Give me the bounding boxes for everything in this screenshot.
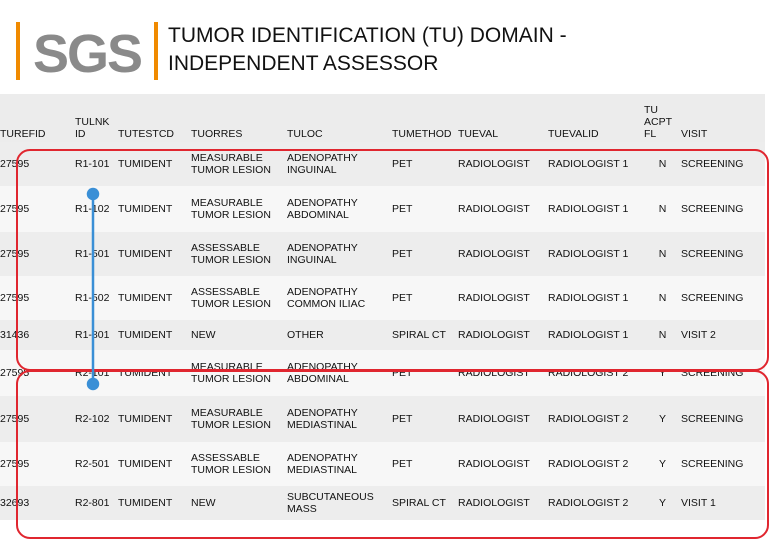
cell-text: VISIT 1: [681, 497, 716, 509]
column-header-line: ACPT: [644, 116, 673, 128]
column-header: [548, 94, 644, 142]
cell-tueval: [458, 396, 548, 442]
cell-tulnkid: [75, 350, 118, 396]
cell-text: N: [658, 248, 667, 260]
cell-tuloc: [287, 232, 392, 276]
cell-text: N: [658, 158, 667, 170]
cell-tutestcd: [118, 142, 191, 186]
cell-tuevalid: [548, 396, 644, 442]
cell-tuloc: [287, 142, 392, 186]
cell-text: SUBCUTANEOUS: [287, 491, 374, 503]
cell-text: R1-502: [75, 292, 110, 304]
cell-visit: [681, 232, 765, 276]
cell-tutestcd: [118, 396, 191, 442]
column-header-line: TUEVAL: [458, 128, 499, 140]
cell-text: MEASURABLE: [191, 152, 263, 164]
cell-text: ASSESSABLE: [191, 242, 260, 254]
cell-text: SCREENING: [681, 158, 744, 170]
cell-tuacptfl: [644, 350, 681, 396]
cell-text: R2-102: [75, 413, 110, 425]
cell-text: R2-101: [75, 367, 110, 379]
cell-tumethod: [392, 186, 458, 232]
cell-text: TUMIDENT: [118, 248, 173, 260]
column-header: [191, 94, 287, 142]
cell-text: TUMIDENT: [118, 203, 173, 215]
cell-text: SPIRAL CT: [392, 329, 446, 341]
cell-text: R1-801: [75, 329, 110, 341]
cell-tumethod: [392, 350, 458, 396]
cell-turefid: [0, 396, 75, 442]
column-header-line: TULOC: [287, 128, 323, 140]
cell-text: RADIOLOGIST 2: [548, 497, 629, 509]
cell-text: 31436: [0, 329, 30, 341]
cell-visit: [681, 276, 765, 320]
column-header: [118, 94, 191, 142]
cell-tueval: [458, 142, 548, 186]
cell-text: 27595: [0, 413, 30, 425]
column-header-line: TU: [644, 104, 658, 116]
table-row: [0, 232, 765, 276]
column-header: [644, 94, 681, 142]
cell-tuorres: [191, 350, 287, 396]
cell-text: RADIOLOGIST 2: [548, 458, 629, 470]
cell-text: RADIOLOGIST: [458, 413, 530, 425]
cell-text: RADIOLOGIST 1: [548, 203, 629, 215]
cell-text: ASSESSABLE: [191, 452, 260, 464]
cell-text: MEDIASTINAL: [287, 464, 358, 476]
cell-tutestcd: [118, 320, 191, 350]
cell-text: TUMOR LESION: [191, 464, 271, 476]
cell-tuloc: [287, 486, 392, 520]
cell-text: PET: [392, 367, 413, 379]
cell-tueval: [458, 350, 548, 396]
cell-tumethod: [392, 396, 458, 442]
cell-tumethod: [392, 486, 458, 520]
cell-tuloc: [287, 442, 392, 486]
cell-text: RADIOLOGIST: [458, 292, 530, 304]
cell-tuacptfl: [644, 486, 681, 520]
cell-text: ABDOMINAL: [287, 373, 349, 385]
cell-tulnkid: [75, 320, 118, 350]
cell-text: TUMOR LESION: [191, 419, 271, 431]
cell-text: RADIOLOGIST: [458, 497, 530, 509]
cell-text: 27595: [0, 292, 30, 304]
cell-text: Y: [658, 413, 666, 425]
cell-text: ADENOPATHY: [287, 197, 358, 209]
table-row: [0, 186, 765, 232]
cell-tuevalid: [548, 276, 644, 320]
cell-tulnkid: [75, 142, 118, 186]
cell-text: ABDOMINAL: [287, 209, 349, 221]
cell-visit: [681, 396, 765, 442]
cell-text: TUMIDENT: [118, 329, 173, 341]
column-header-line: TUEVALID: [548, 128, 599, 140]
tu-domain-table: [0, 94, 765, 520]
cell-text: R1-102: [75, 203, 110, 215]
table-row: [0, 320, 765, 350]
cell-text: N: [658, 329, 667, 341]
column-header: [75, 94, 118, 142]
cell-tuorres: [191, 442, 287, 486]
cell-text: PET: [392, 413, 413, 425]
column-header: [681, 94, 765, 142]
cell-tueval: [458, 486, 548, 520]
cell-text: TUMIDENT: [118, 292, 173, 304]
cell-text: TUMIDENT: [118, 367, 173, 379]
cell-tuacptfl: [644, 186, 681, 232]
column-header-line: TUMETHOD: [392, 128, 452, 140]
cell-visit: [681, 142, 765, 186]
cell-tuevalid: [548, 232, 644, 276]
cell-text: TUMIDENT: [118, 413, 173, 425]
cell-tuorres: [191, 486, 287, 520]
cell-tueval: [458, 320, 548, 350]
cell-tuorres: [191, 396, 287, 442]
cell-text: NEW: [191, 497, 216, 509]
cell-text: ADENOPATHY: [287, 152, 358, 164]
table-row: [0, 276, 765, 320]
cell-tulnkid: [75, 232, 118, 276]
cell-tulnkid: [75, 442, 118, 486]
cell-text: RADIOLOGIST 2: [548, 367, 629, 379]
table-row: [0, 142, 765, 186]
column-header-line: VISIT: [681, 128, 708, 140]
cell-tuorres: [191, 142, 287, 186]
cell-text: RADIOLOGIST 1: [548, 329, 629, 341]
cell-tutestcd: [118, 232, 191, 276]
cell-text: TUMOR LESION: [191, 373, 271, 385]
cell-visit: [681, 350, 765, 396]
cell-text: TUMIDENT: [118, 458, 173, 470]
cell-text: RADIOLOGIST: [458, 367, 530, 379]
cell-tulnkid: [75, 276, 118, 320]
cell-tulnkid: [75, 186, 118, 232]
cell-text: N: [658, 203, 667, 215]
cell-tuacptfl: [644, 442, 681, 486]
cell-text: RADIOLOGIST: [458, 203, 530, 215]
cell-text: INGUINAL: [287, 254, 337, 266]
cell-text: TUMOR LESION: [191, 298, 271, 310]
cell-visit: [681, 486, 765, 520]
sgs-logo: [14, 16, 164, 84]
cell-text: Y: [658, 458, 666, 470]
cell-text: R1-101: [75, 158, 110, 170]
cell-text: COMMON ILIAC: [287, 298, 366, 310]
cell-text: OTHER: [287, 329, 324, 341]
cell-text: MEASURABLE: [191, 197, 263, 209]
cell-text: SPIRAL CT: [392, 497, 446, 509]
cell-text: PET: [392, 203, 413, 215]
cell-turefid: [0, 232, 75, 276]
cell-tuevalid: [548, 320, 644, 350]
cell-text: 27595: [0, 248, 30, 260]
cell-text: TUMOR LESION: [191, 209, 271, 221]
cell-tuorres: [191, 186, 287, 232]
cell-text: SCREENING: [681, 292, 744, 304]
cell-text: MEDIASTINAL: [287, 419, 358, 431]
cell-tumethod: [392, 276, 458, 320]
logo-text: SGS: [32, 24, 142, 84]
column-header: [0, 94, 75, 142]
cell-tumethod: [392, 320, 458, 350]
table-body: [0, 142, 765, 520]
cell-text: ADENOPATHY: [287, 286, 358, 298]
cell-text: PET: [392, 248, 413, 260]
cell-text: R2-801: [75, 497, 110, 509]
cell-tuloc: [287, 320, 392, 350]
cell-text: PET: [392, 458, 413, 470]
cell-tutestcd: [118, 276, 191, 320]
cell-text: RADIOLOGIST: [458, 458, 530, 470]
cell-tuloc: [287, 186, 392, 232]
cell-text: TUMIDENT: [118, 497, 173, 509]
cell-tuloc: [287, 396, 392, 442]
cell-tuorres: [191, 276, 287, 320]
cell-text: 27595: [0, 158, 30, 170]
cell-tuevalid: [548, 350, 644, 396]
cell-tumethod: [392, 442, 458, 486]
cell-tumethod: [392, 232, 458, 276]
cell-tueval: [458, 186, 548, 232]
table-row: [0, 486, 765, 520]
cell-text: NEW: [191, 329, 216, 341]
cell-text: ADENOPATHY: [287, 361, 358, 373]
cell-tutestcd: [118, 350, 191, 396]
cell-tutestcd: [118, 442, 191, 486]
cell-text: RADIOLOGIST: [458, 329, 530, 341]
cell-text: INGUINAL: [287, 164, 337, 176]
cell-text: RADIOLOGIST: [458, 158, 530, 170]
cell-text: ADENOPATHY: [287, 242, 358, 254]
cell-text: VISIT 2: [681, 329, 716, 341]
page-title: [168, 22, 567, 78]
cell-text: 27595: [0, 458, 30, 470]
cell-tuevalid: [548, 442, 644, 486]
cell-text: ADENOPATHY: [287, 407, 358, 419]
cell-turefid: [0, 350, 75, 396]
cell-text: SCREENING: [681, 413, 744, 425]
cell-tutestcd: [118, 486, 191, 520]
cell-tueval: [458, 232, 548, 276]
cell-text: SCREENING: [681, 248, 744, 260]
cell-text: TUMOR LESION: [191, 254, 271, 266]
cell-turefid: [0, 142, 75, 186]
cell-text: RADIOLOGIST 2: [548, 413, 629, 425]
table-header: [0, 94, 765, 142]
column-header-line: FL: [644, 128, 657, 140]
cell-tuevalid: [548, 186, 644, 232]
column-header: [392, 94, 458, 142]
cell-tutestcd: [118, 186, 191, 232]
cell-text: RADIOLOGIST 1: [548, 158, 629, 170]
table-row: [0, 442, 765, 486]
cell-tuacptfl: [644, 396, 681, 442]
cell-text: MEASURABLE: [191, 361, 263, 373]
cell-text: ADENOPATHY: [287, 452, 358, 464]
cell-text: Y: [658, 497, 666, 509]
cell-text: ASSESSABLE: [191, 286, 260, 298]
table-row: [0, 350, 765, 396]
cell-tuacptfl: [644, 232, 681, 276]
cell-tuacptfl: [644, 276, 681, 320]
column-header: [458, 94, 548, 142]
cell-tueval: [458, 442, 548, 486]
cell-text: 27595: [0, 367, 30, 379]
cell-turefid: [0, 186, 75, 232]
cell-tulnkid: [75, 486, 118, 520]
cell-text: R1-501: [75, 248, 110, 260]
cell-visit: [681, 320, 765, 350]
cell-tuloc: [287, 276, 392, 320]
column-header-line: TULNK: [75, 116, 110, 128]
cell-tuorres: [191, 232, 287, 276]
cell-turefid: [0, 276, 75, 320]
cell-text: SCREENING: [681, 203, 744, 215]
cell-text: TUMIDENT: [118, 158, 173, 170]
title-line-1: TUMOR IDENTIFICATION (TU) DOMAIN -: [168, 24, 567, 47]
cell-text: PET: [392, 292, 413, 304]
column-header-line: TUREFID: [0, 128, 46, 140]
cell-text: TUMOR LESION: [191, 164, 271, 176]
cell-text: R2-501: [75, 458, 110, 470]
cell-text: SCREENING: [681, 367, 744, 379]
cell-tuevalid: [548, 486, 644, 520]
column-header-line: TUTESTCD: [118, 128, 174, 140]
cell-text: 27595: [0, 203, 30, 215]
cell-tuorres: [191, 320, 287, 350]
table-row: [0, 396, 765, 442]
cell-text: SCREENING: [681, 458, 744, 470]
cell-turefid: [0, 442, 75, 486]
column-header: [287, 94, 392, 142]
cell-tuacptfl: [644, 142, 681, 186]
cell-tumethod: [392, 142, 458, 186]
column-header-line: TUORRES: [191, 128, 243, 140]
cell-visit: [681, 186, 765, 232]
cell-text: N: [658, 292, 667, 304]
cell-tueval: [458, 276, 548, 320]
cell-text: MEASURABLE: [191, 407, 263, 419]
column-header-line: ID: [75, 128, 86, 140]
cell-text: RADIOLOGIST 1: [548, 248, 629, 260]
cell-tuacptfl: [644, 320, 681, 350]
cell-text: Y: [658, 367, 666, 379]
cell-visit: [681, 442, 765, 486]
title-line-2: INDEPENDENT ASSESSOR: [168, 52, 439, 75]
cell-text: PET: [392, 158, 413, 170]
cell-tuloc: [287, 350, 392, 396]
cell-turefid: [0, 486, 75, 520]
cell-text: MASS: [287, 503, 317, 515]
cell-tuevalid: [548, 142, 644, 186]
cell-turefid: [0, 320, 75, 350]
cell-text: 32693: [0, 497, 30, 509]
cell-text: RADIOLOGIST 1: [548, 292, 629, 304]
cell-text: RADIOLOGIST: [458, 248, 530, 260]
cell-tulnkid: [75, 396, 118, 442]
